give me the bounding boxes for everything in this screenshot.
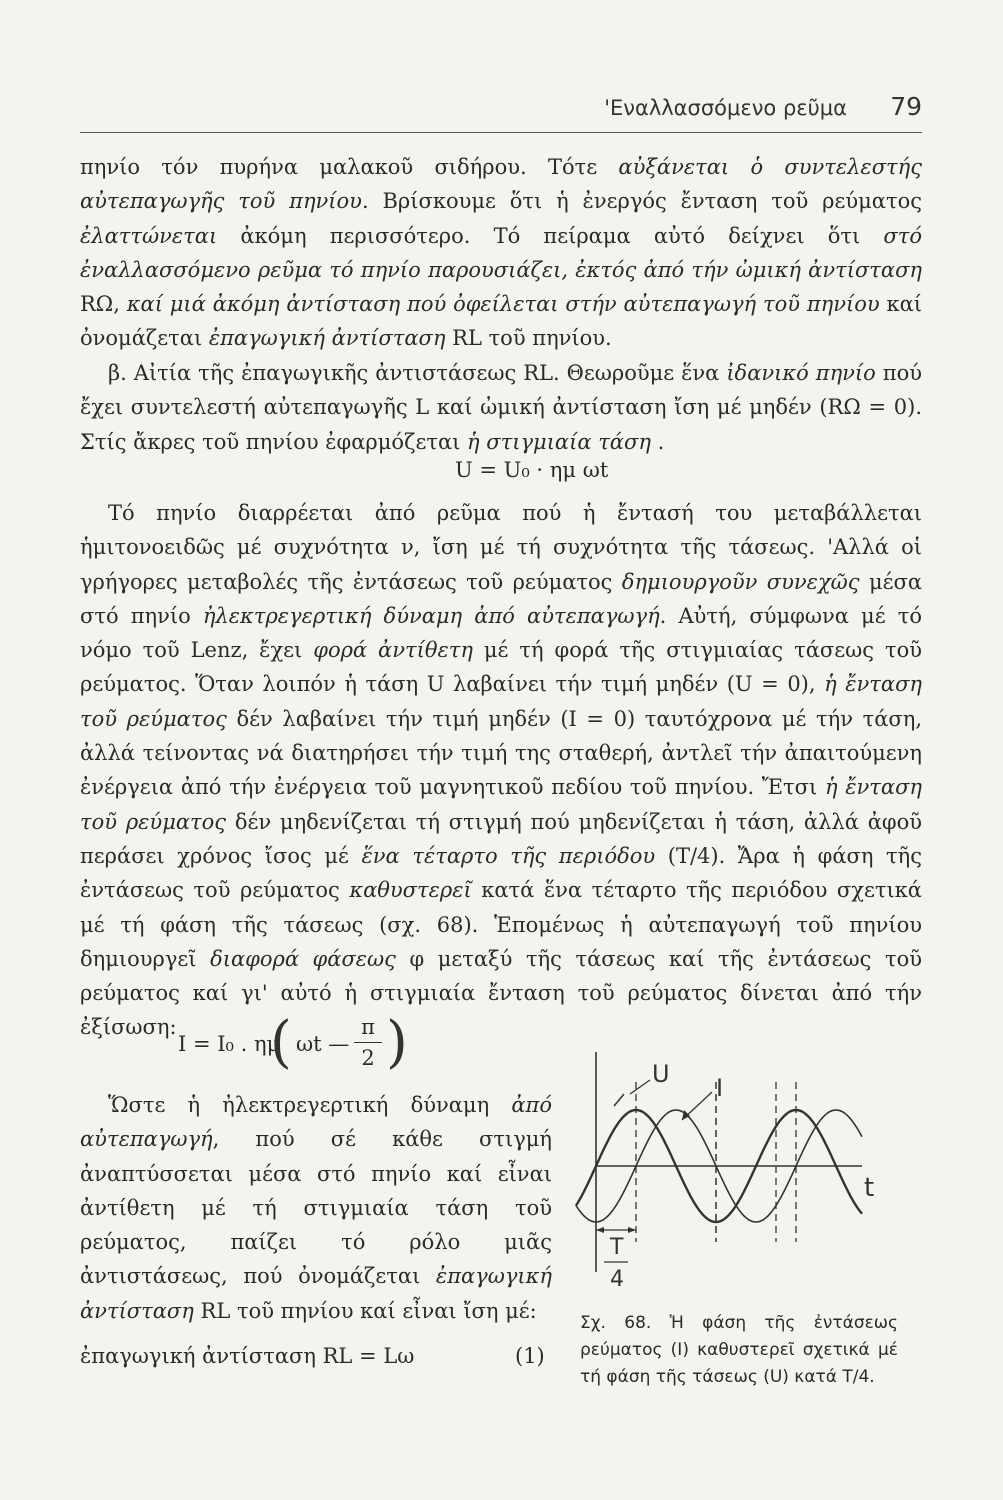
figure-68 xyxy=(572,1042,902,1304)
left-paren: ( xyxy=(270,1010,292,1075)
page-number: 79 xyxy=(890,92,922,121)
paragraph-4: Ὥστε ἡ ἠλεκτρεγερτική δύναμη ἀπό αὐτεπαγωγή, πού σέ κάθε στιγμή ἀναπτύσσεται μέσα στό πηνίο καί εἶναι ἀντίθετη μέ τή στιγμιαία τάση τοῦ ρεύματος, παίζει τό ρόλο μιᾶς ἀντιστάσεως, πού ὀνομάζεται ἐπαγωγική ἀντίσταση RL τοῦ πηνίου καί εἶναι ἴση μέ: xyxy=(80,1093,552,1323)
dashed-guides xyxy=(636,1082,796,1242)
t4-arrow-right xyxy=(628,1227,636,1233)
equation-inductive-reactance-text: ἐπαγωγική ἀντίσταση RL = Lω xyxy=(80,1344,415,1368)
figure-caption: Σχ. 68. Ἡ φάση τῆς ἐντάσεως ρεύματος (I) καθυστερεῖ σχετικά μέ τή φάση τῆς τάσεως (U) κατά T/4. xyxy=(580,1313,898,1387)
u-pointer xyxy=(614,1094,624,1106)
label-t: t xyxy=(864,1173,875,1203)
phase-diagram xyxy=(572,1042,902,1304)
fraction-numerator: π xyxy=(354,1012,382,1043)
label-i: I xyxy=(716,1074,724,1102)
fraction-denominator: 2 xyxy=(361,1046,375,1070)
label-u: U xyxy=(652,1060,670,1088)
paragraph-3: Τό πηνίο διαρρέεται ἀπό ρεῦμα πού ἡ ἔντασή του μεταβάλλεται ἡμιτονοειδῶς μέ συχνότητα ν, ἴση μέ τή συχνότητα τῆς τάσεως. 'Αλλά οἱ γρήγορες μεταβολές τῆς ἐντάσεως τοῦ ρεύματος δημιουργοῦν συνεχῶς μέσα στό πηνίο ἠλεκτρεγερτική δύναμη ἀπό αὐτεπαγωγή. Αὐτή, σύμφωνα μέ τό νόμο τοῦ Lenz, ἔχει φορά ἀντίθετη μέ τή φορά τῆς στιγμιαίας τάσεως τοῦ ρεύματος. Ὅταν λοιπόν ἡ τάση U λαβαίνει τήν τιμή μηδέν (U = 0), ἡ ἔνταση τοῦ ρεύματος δέν λαβαίνει τήν τιμή μηδέν (I = 0) ταυτόχρονα μέ τήν τάση, ἀλλά τείνοντας νά διατηρήσει τήν τιμή της σταθερή, ἀντλεῖ τήν ἀπαιτούμενη ἐνέργεια ἀπό τήν ἐνέργεια τοῦ μαγνητικοῦ πεδίου τοῦ πηνίου. Ἔτσι ἡ ἔνταση τοῦ ρεύματος δέν μηδενίζεται τή στιγμή πού μηδενίζεται ἡ τάση, ἀλλά ἀφοῦ περάσει χρόνος ἴσος μέ ἕνα τέταρτο τῆς περιόδου (T/4). Ἄρα ἡ φάση τῆς ἐντάσεως τοῦ ρεύματος καθυστερεῖ κατά ἕνα τέταρτο τῆς περιόδου σχετικά μέ τή φάση τῆς τάσεως (σχ. 68). Ἑπομένως ἡ αὐτεπαγωγή τοῦ πηνίου δημιουργεῖ διαφορά φάσεως φ μεταξύ τῆς τάσεως καί τῆς ἐντάσεως τοῦ ρεύματος καί γι' αὐτό ἡ στιγμιαία ἔνταση τοῦ ρεύματος δίνεται ἀπό τήν ἐξίσωση: xyxy=(80,501,923,1040)
equation-number: (1) xyxy=(515,1344,545,1368)
fraction xyxy=(354,1012,382,1073)
label-4: 4 xyxy=(610,1267,624,1292)
equation-current xyxy=(178,1012,448,1082)
running-title: 'Εναλλασσόμενο ρεῦμα xyxy=(604,96,847,120)
equation-voltage: U = U₀ · ημ ωt xyxy=(455,458,609,482)
paragraph-2: β. Αἰτία τῆς ἐπαγωγικῆς ἀντιστάσεως RL. Θεωροῦμε ἕνα ἰδανικό πηνίο πού ἔχει συντελεστή αὐτεπαγωγῆς L καί ὠμική ἀντίσταση ἴση μέ μηδέν (RΩ = 0). Στίς ἄκρες τοῦ πηνίου ἐφαρμόζεται ἡ στιγμιαία τάση . xyxy=(80,361,922,454)
t4-arrow-left xyxy=(596,1227,604,1233)
equation-current-inner: ωt — xyxy=(296,1032,350,1056)
paragraph-1: πηνίο τόν πυρήνα μαλακοῦ σιδήρου. Τότε αὐξάνεται ὁ συντελεστής αὐτεπαγωγῆς τοῦ πηνίου. Βρίσκουμε ὅτι ἡ ἐνεργός ἔνταση τοῦ ρεύματος ἐλαττώνεται ἀκόμη περισσότερο. Τό πείραμα αὐτό δείχνει ὅτι στό ἐναλλασσόμενο ρεῦμα τό πηνίο παρουσιάζει, ἐκτός ἀπό τήν ὠμική ἀντίσταση RΩ, καί μιά ἀκόμη ἀντίσταση πού ὀφείλεται στήν αὐτεπαγωγή τοῦ πηνίου καί ὀνομάζεται ἐπαγωγική ἀντίσταση RL τοῦ πηνίου. xyxy=(80,155,923,351)
equation-inductive-reactance xyxy=(80,1344,540,1368)
label-T: T xyxy=(610,1235,624,1260)
equation-current-lhs: I = I₀ . ημ xyxy=(178,1032,281,1056)
page-header xyxy=(80,92,922,133)
u-pointer-line xyxy=(630,1080,650,1094)
right-paren: ) xyxy=(386,1010,408,1075)
